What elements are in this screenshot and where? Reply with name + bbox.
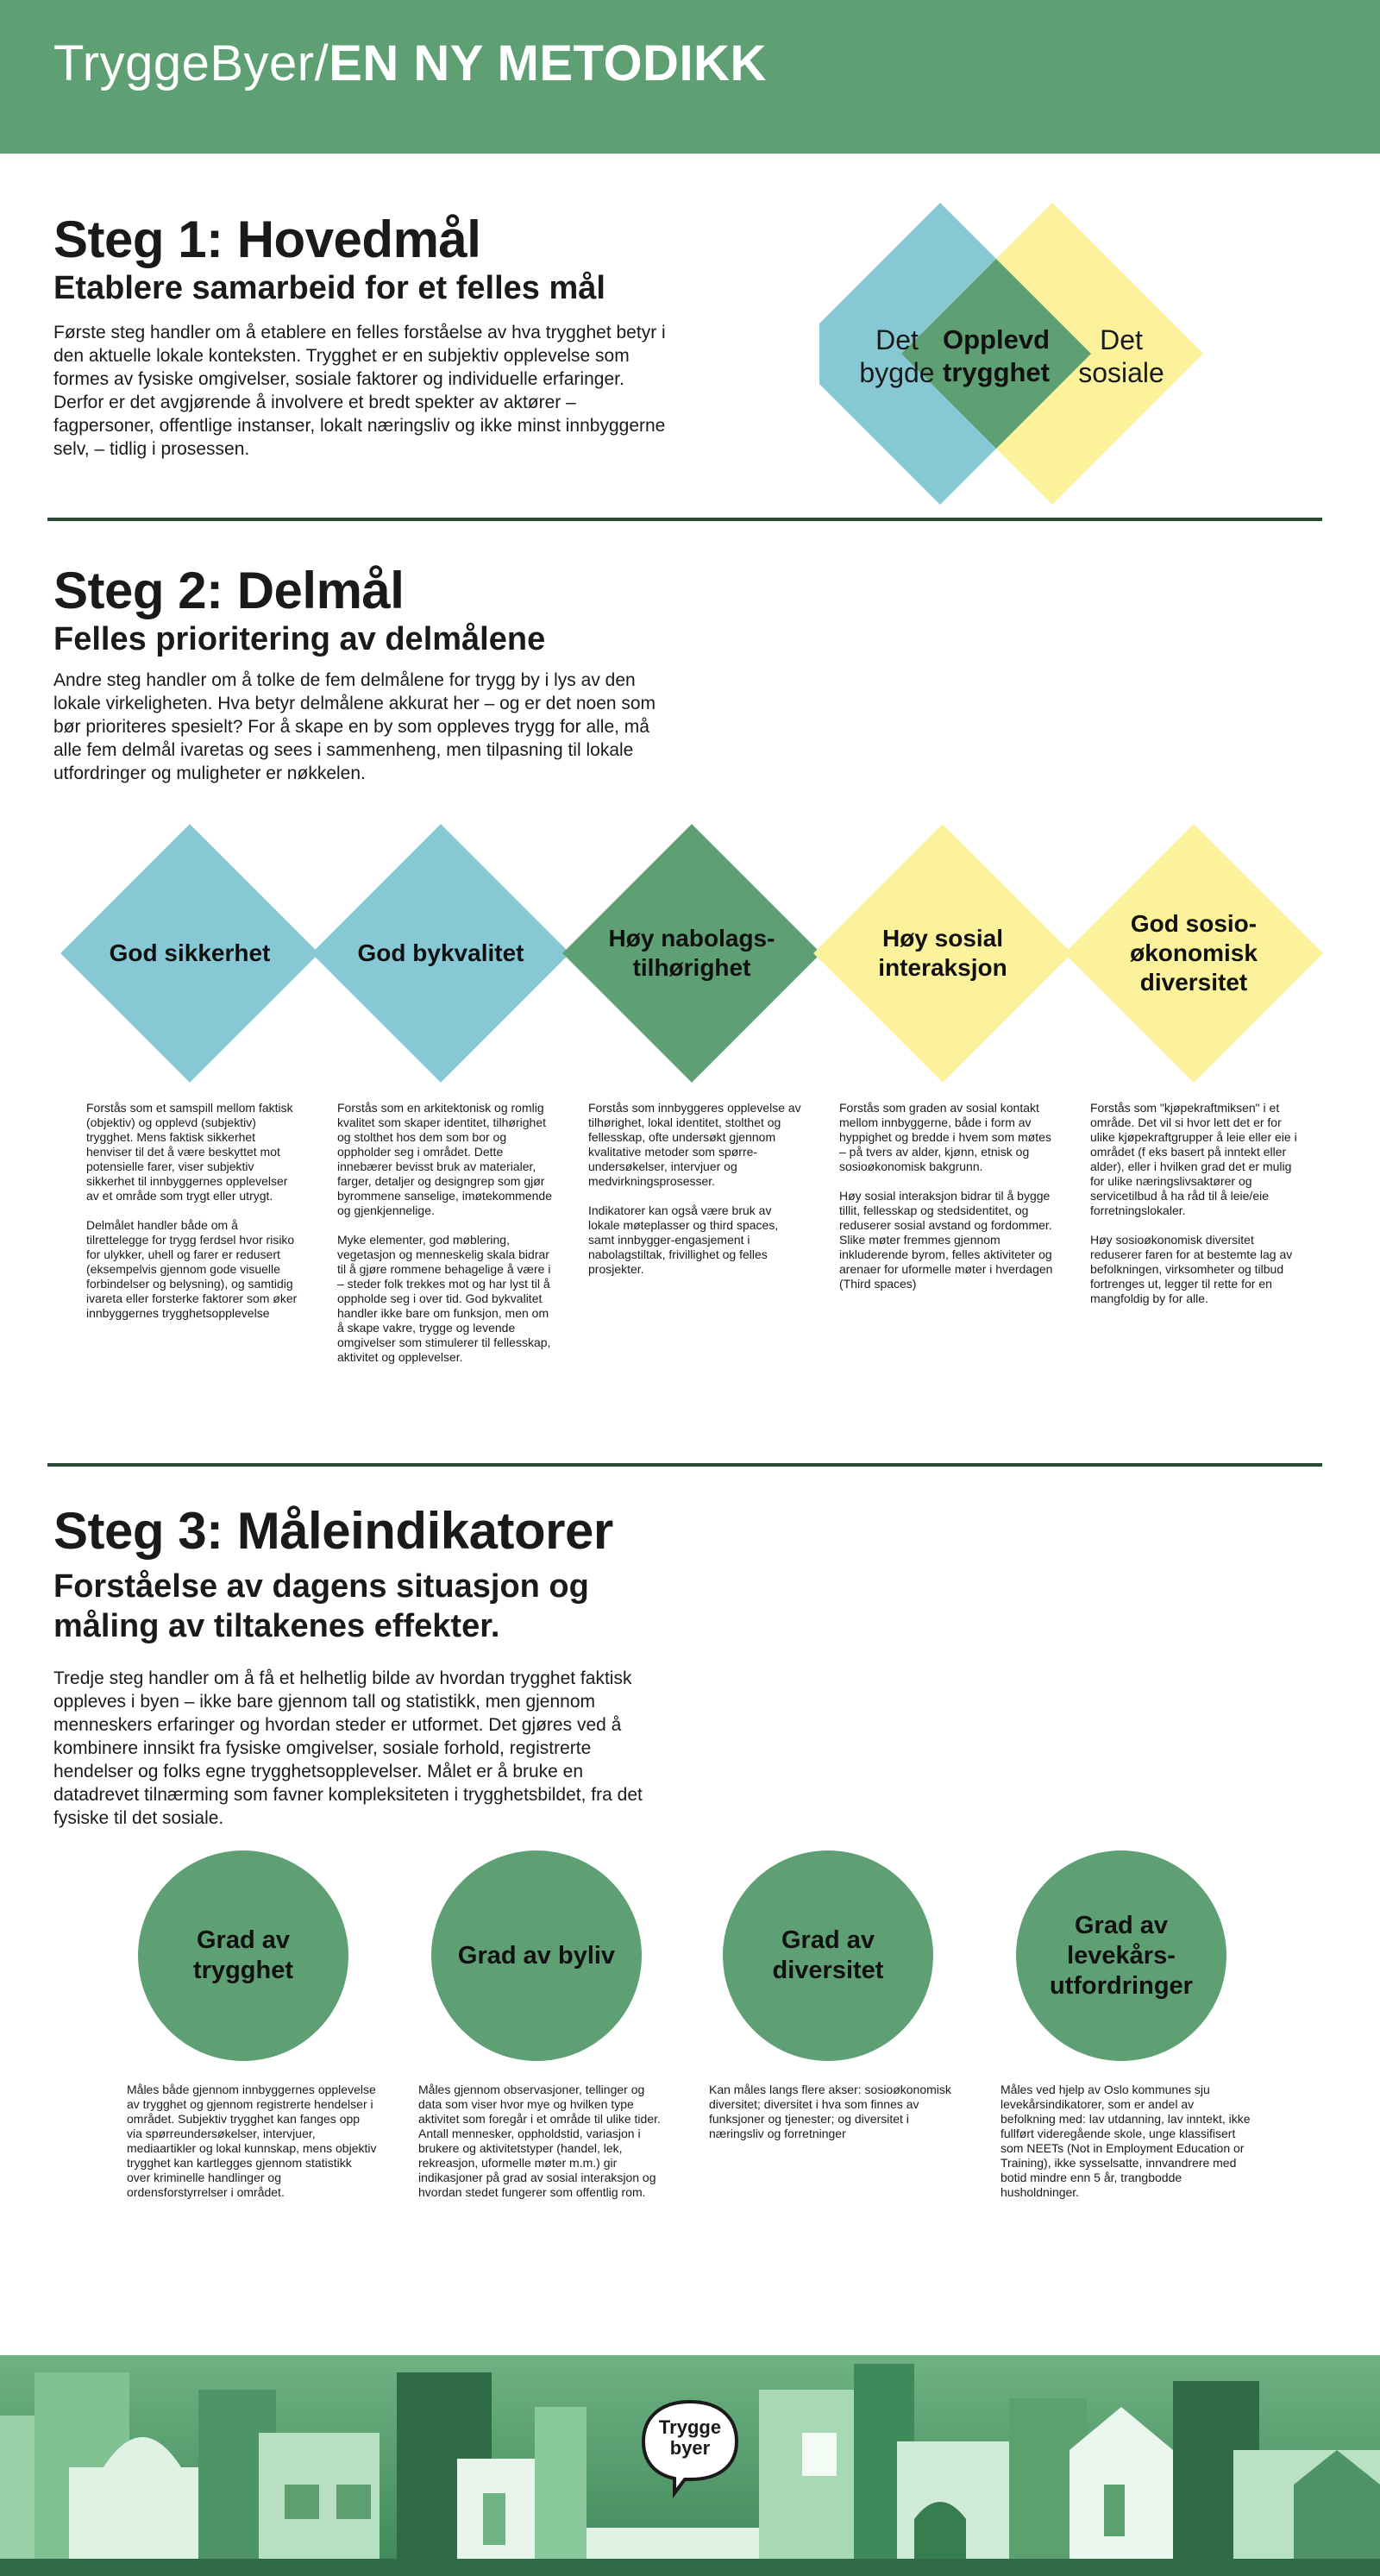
venn-right-label xyxy=(1070,324,1173,389)
goal-diamond-sikkerhet xyxy=(60,824,319,1083)
goal-diamond-sosiookonomisk xyxy=(1064,824,1323,1083)
logo-text xyxy=(637,2417,743,2459)
goal-diamond-bykvalitet xyxy=(311,824,570,1083)
goal-paragraph: Indikatorer kan også være bruk av lokale møteplasser og third spaces, samt innbygger-engasjement i nabolagstiltak, frivillighet og felles prosjekter. xyxy=(588,1203,779,1276)
divider-1 xyxy=(47,518,1322,521)
trygge-byer-logo xyxy=(637,2397,743,2498)
venn-left-line1: Det xyxy=(875,324,919,355)
step3-subtitle xyxy=(53,1567,589,1646)
goal-description-sosial-interaksjon xyxy=(839,1101,1055,1291)
goal-paragraph: Forstås som en arkitektonisk og romlig kvalitet som skaper identitet, tilhørighet og stolthet hos dem som bor og oppholder seg i området. Dette innebærer bevisst bruk av materialer, farger, detaljer og designgrep som gjør byrommene sanselige, imøtekommende og gjenkjennelige. xyxy=(337,1101,552,1217)
step3-title: Steg 3: Måleindikatorer xyxy=(53,1502,613,1560)
indicator-text-diversitet: Kan måles langs flere akser: sosioøkonomisk diversitet; diversitet i hva som finnes av funksjoner og tjenester; og diversitet i næringsliv og forretninger xyxy=(709,2083,951,2140)
goal-description-sosiookonomisk xyxy=(1090,1101,1306,1306)
goal-diamond-sosial-interaksjon xyxy=(813,824,1072,1083)
indicator-circle-byliv: Grad av byliv xyxy=(431,1850,642,2061)
venn-center-line1: Opplevd xyxy=(942,324,1050,355)
brand-name: TryggeByer/ xyxy=(53,35,329,91)
goal-label: Høy nabolags-tilhørighet xyxy=(608,925,775,981)
venn-left-label xyxy=(854,324,940,389)
venn-right-line2: sosiale xyxy=(1078,357,1164,388)
goal-paragraph: Forstås som "kjøpekraftmiksen" i et område. Det vil si hvor lett det er for ulike kjøpekraftgrupper å leie eller eie i området (f eks basert på inntekt eller alder), eller i hvilken grad det er mulig for ulike næringslivsaktører og servicetilbud å ha råd til å leie/eie forretningslokaler. xyxy=(1090,1101,1297,1217)
indicator-text-trygghet: Måles både gjennom innbyggernes opplevelse av trygghet og gjennom registrerte hendelser i området. Subjektiv trygghet kan fanges opp via spørreundersøkelser, intervjuer, mediaartikler og lokal kunnskap, mens objektiv trygghet kan kartlegges gjennom statistikk over kriminelle handlinger og ordensforstyrrelser i området. xyxy=(127,2083,377,2199)
indicator-text-byliv: Måles gjennom observasjoner, tellinger og data som viser hvor mye og hvilken type aktivitet som foregår i et område til ulike tider. Antall mennesker, oppholdstid, variasjon i brukere og aktivitetstyper (handel, lek, rekreasjon, uformelle møter m.m.) gir indikasjoner på grad av sosial interaksjon og hvordan stedet fungerer som offentlig rom. xyxy=(418,2083,661,2199)
page-subtitle: EN NY METODIKK xyxy=(329,35,767,91)
goal-label: God sosio-økonomisk diversitet xyxy=(1130,910,1258,996)
goal-label: God sikkerhet xyxy=(109,939,271,966)
goal-description-sikkerhet xyxy=(86,1101,302,1321)
venn-center-label xyxy=(932,324,1061,389)
indicator-text-levekar: Måles ved hjelp av Oslo kommunes sju levekårsindikatorer, som er andel av befolkning med: lav utdanning, lav inntekt, ikke fullført videregående skole, unge klassifisert som NEETs (Not in Employment Education or Training), ikke sysselsatte, innvandrere med botid mindre enn 5 år, trangbodde husholdninger. xyxy=(1000,2083,1251,2199)
venn-right-line1: Det xyxy=(1100,324,1143,355)
logo-line2: byer xyxy=(669,2437,711,2459)
step1-title: Steg 1: Hovedmål xyxy=(53,210,481,268)
logo-line1: Trygge xyxy=(658,2416,722,2438)
step3-subtitle-line2: måling av tiltakenes effekter. xyxy=(53,1608,500,1644)
step1-subtitle: Etablere samarbeid for et felles mål xyxy=(53,270,605,306)
step3-subtitle-line1: Forståelse av dagens situasjon og xyxy=(53,1568,589,1605)
step1-text: Første steg handler om å etablere en felles forståelse av hva trygghet betyr i den aktuelle lokale konteksten. Trygghet er en subjektiv opplevelse som formes av fysiske omgivelser, sosiale faktorer og individuelle erfaringer. Derfor er det avgjørende å involvere et bredt spekter av aktører – fagpersoner, offentlige instanser, lokalt næringsliv og ikke minst innbyggerne selv, – tidlig i prosessen. xyxy=(53,323,666,459)
step2-title: Steg 2: Delmål xyxy=(53,562,405,619)
goal-paragraph: Forstås som innbyggeres opplevelse av tilhørighet, lokal identitet, stolthet og fellesskap, ofte undersøkt gjennom kvalitative metoder som spørre-undersøkelser, intervjuer og medvirkningsprosesser. xyxy=(588,1101,801,1188)
goal-label: Høy sosial interaksjon xyxy=(878,925,1007,981)
venn-center-line2: trygghet xyxy=(943,357,1050,387)
goal-diamond-nabolagstilhorighet xyxy=(562,824,821,1083)
goal-paragraph: Høy sosial interaksjon bidrar til å bygge tillit, fellesskap og stedsidentitet, og reduserer sosial avstand og fordommer. Slike møter fremmes gjennom inkluderende byrom, felles aktiviteter og arenaer for uformelle møter i hverdagen (Third spaces) xyxy=(839,1189,1053,1291)
divider-2 xyxy=(47,1463,1322,1467)
venn-diagram xyxy=(819,198,1268,509)
goal-paragraph: Forstås som graden av sosial kontakt mellom innbyggerne, både i form av hyppighet og bredde i hvem som møtes – på tvers av alder, kjønn, etnisk og sosioøkonomisk bakgrunn. xyxy=(839,1101,1051,1173)
goal-paragraph: Myke elementer, god møblering, vegetasjon og menneskelig skala bidrar til å gjøre rommene behagelige å være i – steder folk trekkes mot og har lyst til å oppholde seg i over tid. God bykvalitet handler ikke bare om funksjon, men om å skape vakre, trygge og levende omgivelser som stimulerer til fellesskap, aktivitet og opplevelser. xyxy=(337,1233,551,1364)
indicator-circle-trygghet: Grad av trygghet xyxy=(138,1850,348,2061)
header-banner xyxy=(0,0,1380,154)
goals-row xyxy=(60,824,1328,1083)
goal-description-nabolagstilhorighet xyxy=(588,1101,804,1277)
step3-text: Tredje steg handler om å få et helhetlig bilde av hvordan trygghet faktisk oppleves i byen – ikke bare gjennom tall og statistikk, men gjennom menneskers erfaringer og hvordan steder er utformet. Det gjøres ved å kombinere innsikt fra fysiske omgivelser, sosiale forhold, registrerte hendelser og folks egne trygghetsopplevelser. Målet er å bruke en datadrevet tilnærming som favner kompleksiteten i trygghetsbildet, fra det fysiske til det sosiale. xyxy=(53,1668,643,1828)
step2-text: Andre steg handler om å tolke de fem delmålene for trygg by i lys av den lokale virkeligheten. Hva betyr delmålene akkurat her – og er det noen som bør prioriteres spesielt? For å skape en by som oppleves trygg for alle, må alle fem delmål ivaretas og sees i sammenheng, men tilpasning til lokale utfordringer og muligheter er nøkkelen. xyxy=(53,670,656,783)
goal-label: God bykvalitet xyxy=(357,939,524,966)
venn-left-line2: bygde xyxy=(859,357,935,388)
page-title xyxy=(53,35,767,92)
goal-paragraph: Forstås som et samspill mellom faktisk (objektiv) og opplevd (subjektiv) trygghet. Mens faktisk sikkerhet henviser til det å være beskyttet mot potensielle farer, viser subjektiv sikkerhet til innbyggernes opplevelser av et område som trygt eller utrygt. xyxy=(86,1101,293,1203)
indicator-circle-diversitet: Grad av diversitet xyxy=(723,1850,933,2061)
goal-paragraph: Delmålet handler både om å tilrettelegge for trygg ferdsel hvor risiko for ulykker, uhell og farer er redusert (eksempelvis gjennom gode visuelle forbindelser og belysning), og samtidig ivareta eller forsterke faktorer som øker innbyggernes trygghetsopplevelse xyxy=(86,1218,298,1320)
indicator-circle-levekar: Grad av levekårs-utfordringer xyxy=(1016,1850,1226,2061)
goal-paragraph: Høy sosioøkonomisk diversitet reduserer faren for at bestemte lag av befolkningen, virksomheter og tilbud fortrenges ut, legger til rette for en mangfoldig by for alle. xyxy=(1090,1233,1293,1305)
step2-subtitle: Felles prioritering av delmålene xyxy=(53,621,546,657)
goal-description-bykvalitet xyxy=(337,1101,553,1365)
